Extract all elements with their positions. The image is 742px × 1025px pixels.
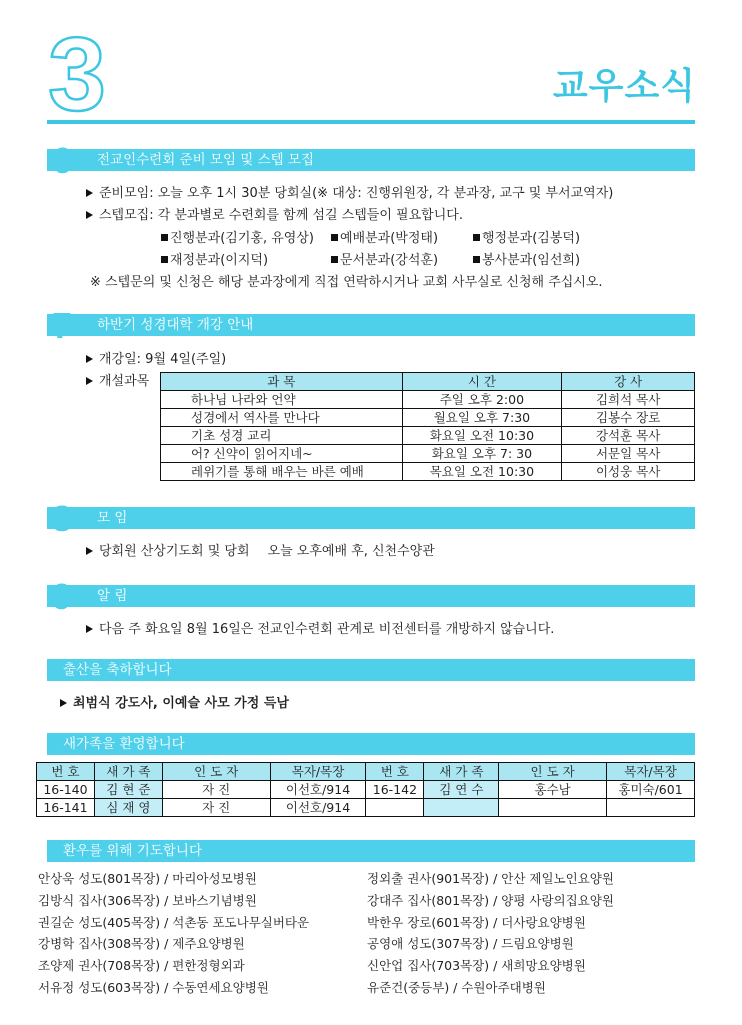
list-item: 강병학 집사(308목장) / 제주요양병원 <box>38 936 245 952</box>
bullet-triangle-icon <box>86 547 93 555</box>
section-6-title: 전교인수련회 준비 모임 및 스텝 모집 <box>47 149 695 171</box>
col-header-subject: 과 목 <box>161 373 403 391</box>
table-row: 16-141 심 재 영 자 진 이선호/914 <box>37 799 695 817</box>
table-row: 하나님 나라와 언약 주일 오후 2:00 김희석 목사 <box>161 391 695 409</box>
list-item: 유준건(중등부) / 수원아주대병원 <box>367 979 546 995</box>
page-title: 교우소식 <box>552 66 696 107</box>
table-row: 16-140 김 현 준 자 진 이선호/914 16-142 김 연 수 홍수남 홍미숙/601 <box>37 781 695 799</box>
section-7-header <box>47 314 695 336</box>
square-bullet-icon <box>161 256 168 263</box>
col-header-time: 시 간 <box>402 373 562 391</box>
bullet-triangle-icon <box>86 625 93 633</box>
s6-staff-recruit: 스텝모집: 각 분과별로 수련회를 함께 섬길 스텝들이 필요합니다. <box>86 208 463 224</box>
s6-dept-2: 예배분과(박정태) <box>331 231 438 247</box>
s8-meeting: 당회원 산상기도회 및 당회 오늘 오후예배 후, 신천수양관 <box>86 544 435 560</box>
list-item: 김방식 집사(306목장) / 보바스기념병원 <box>38 892 257 908</box>
s7-open-date: 개강일: 9월 4일(주일) <box>86 352 226 368</box>
s6-note: ※ 스텝문의 및 신청은 해당 분과장에게 직접 연락하시거나 교회 사무실로 신청해 주십시오. <box>90 275 603 290</box>
header-divider <box>47 120 695 124</box>
list-item: 공영애 성도(307목장) / 드림요양병원 <box>367 936 574 952</box>
section-8-title: 모 임 <box>47 507 695 529</box>
list-item: 신안업 집사(703목장) / 새희망요양병원 <box>367 958 586 974</box>
s6-dept-3: 행정분과(김봉덕) <box>473 231 580 247</box>
square-bullet-icon <box>331 256 338 263</box>
s6-prep-meeting: 준비모임: 오늘 오후 1시 30분 당회실(※ 대상: 진행위원장, 각 분과장, 교구 및 부서교역자) <box>86 186 613 202</box>
s6-dept-1: 진행분과(김기홍, 유영상) <box>161 231 314 247</box>
bullet-triangle-icon <box>60 699 67 707</box>
square-bullet-icon <box>473 256 480 263</box>
new-members-header: 새가족을 환영합니다 <box>47 733 695 755</box>
list-item: 정외출 권사(901목장) / 안산 제일노인요양원 <box>367 871 614 886</box>
table-header-row: 번 호 새 가 족 인 도 자 목자/목장 번 호 새 가 족 인 도 자 목자/목장 <box>37 763 695 781</box>
new-members-table <box>36 762 695 817</box>
section-9-header <box>47 585 695 607</box>
section-7-title: 하반기 성경대학 개강 안내 <box>47 314 695 336</box>
s6-dept-5: 문서분과(강석훈) <box>331 253 438 269</box>
page-number: 3 <box>48 28 106 118</box>
s6-dept-4: 재정분과(이지덕) <box>161 253 268 269</box>
section-6-header <box>47 149 695 171</box>
bullet-triangle-icon <box>86 189 93 197</box>
s9-notice: 다음 주 화요일 8월 16일은 전교인수련회 관계로 비전센터를 개방하지 않습니다. <box>86 622 554 638</box>
table-row: 레위기를 통해 배우는 바른 예배 목요일 오전 10:30 이성웅 목사 <box>161 463 695 481</box>
list-item: 서유정 성도(603목장) / 수동연세요양병원 <box>38 979 269 995</box>
square-bullet-icon <box>331 234 338 241</box>
table-row: 성경에서 역사를 만나다 월요일 오후 7:30 김봉수 장로 <box>161 409 695 427</box>
section-9-title: 알 림 <box>47 585 695 607</box>
list-item: 강대주 집사(801목장) / 양평 사랑의집요양원 <box>367 892 614 908</box>
bullet-triangle-icon <box>86 377 93 385</box>
prayer-list-right <box>367 868 614 999</box>
col-header-lecturer: 강 사 <box>562 373 695 391</box>
square-bullet-icon <box>473 234 480 241</box>
prayer-header: 환우를 위해 기도합니다 <box>47 840 695 862</box>
table-row: 기초 성경 교리 화요일 오전 10:30 강석훈 목사 <box>161 427 695 445</box>
square-bullet-icon <box>161 234 168 241</box>
list-item: 조양제 권사(708목장) / 편한정형외과 <box>38 958 245 974</box>
table-row: 어? 신약이 읽어지네~ 화요일 오후 7: 30 서문일 목사 <box>161 445 695 463</box>
list-item: 안상욱 성도(801목장) / 마리아성모병원 <box>38 871 257 886</box>
bullet-triangle-icon <box>86 355 93 363</box>
courses-table <box>160 372 695 481</box>
prayer-list-left <box>38 868 309 999</box>
bullet-triangle-icon <box>86 211 93 219</box>
s6-dept-6: 봉사분과(임선희) <box>473 253 580 269</box>
page-number-graphic <box>42 28 112 118</box>
list-item: 박한우 장로(601목장) / 더사랑요양병원 <box>367 914 586 930</box>
birth-announcement: 최범식 강도사, 이예슬 사모 가정 득남 <box>60 696 289 712</box>
section-8-header <box>47 507 695 529</box>
list-item: 권길순 성도(405목장) / 석촌동 포도나무실버타운 <box>38 914 310 930</box>
s7-courses-label: 개설과목 <box>86 374 149 390</box>
table-header-row <box>161 373 695 391</box>
birth-header: 출산을 축하합니다 <box>47 659 695 681</box>
